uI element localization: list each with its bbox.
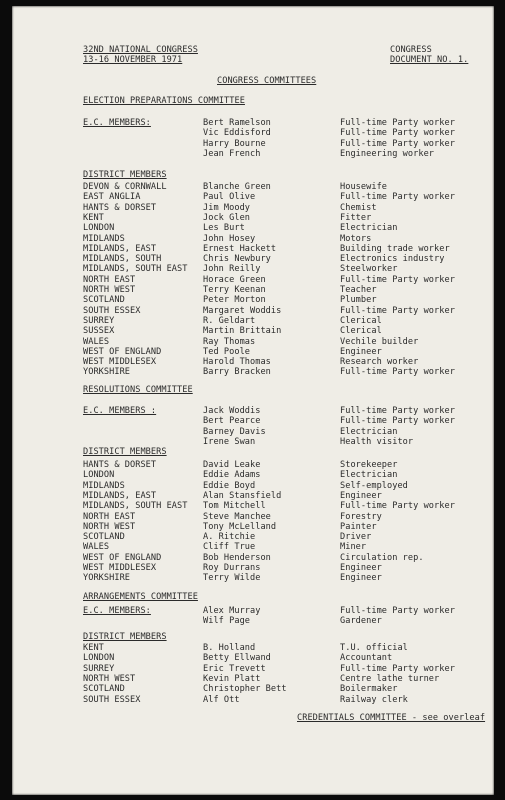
member-name: Horace Green [203,274,266,285]
district-name: SURREY [83,663,115,674]
district-name: MIDLANDS [83,233,125,244]
district-name: WALES [83,542,110,553]
member-name: Eddie Adams [203,470,261,481]
member-occupation: Full-time Party worker [340,406,455,416]
member-occupation: Centre lathe turner [340,673,440,684]
member-occupation: Boilermaker [340,684,398,695]
member-name: Alf Ott [203,694,240,705]
member-name: Eddie Boyd [203,480,256,491]
member-occupation: Full-time Party worker [340,416,455,427]
congress-line-2: 13-16 NOVEMBER 1971 [83,55,183,65]
footer-note: CREDENTIALS COMMITTEE - see overleaf [297,713,486,723]
member-occupation: Clerical [340,326,382,337]
district-name: EAST ANGLIA [83,192,141,203]
member-name: Paul Olive [203,192,256,203]
member-occupation: Storekeeper [340,460,398,470]
member-name: Jock Glen [203,212,251,223]
member-name: Irene Swan [203,436,256,447]
member-occupation: Circulation rep. [340,552,424,563]
member-name: Harry Bourne [203,138,266,149]
member-occupation: T.U. official [340,643,408,653]
member-name: Bert Ramelson [203,118,271,128]
member-name: John Reilly [203,264,261,275]
district-name: SCOTLAND [83,684,125,695]
member-occupation: Engineer [340,563,382,573]
district-name: NORTH EAST [83,274,136,285]
member-name: Margaret Woddis [203,305,282,316]
member-name: Martin Brittain [203,326,282,337]
member-name: Christopher Bett [203,684,287,695]
member-occupation: Full-time Party worker [340,138,455,149]
member-name: Harold Thomas [203,357,271,368]
member-name: Barney Davis [203,426,266,437]
member-occupation: Engineer [340,490,382,501]
district-name: DEVON & CORNWALL [83,182,167,192]
member-occupation: Accountant [340,653,393,664]
member-occupation: Chemist [340,202,377,213]
member-occupation: Plumber [340,295,377,306]
member-name: Tony McLelland [203,521,277,532]
member-occupation: Fitter [340,212,372,223]
congress-line-1: 32ND NATIONAL CONGRESS [83,45,198,55]
member-occupation: Electrician [340,426,398,437]
ec-members-label: E.C. MEMBERS: [83,606,151,616]
member-occupation: Self-employed [340,480,408,491]
district-name: SCOTLAND [83,532,125,543]
district-name: MIDLANDS, SOUTH EAST [83,264,188,275]
district-name: WALES [83,336,110,347]
member-occupation: Teacher [340,285,377,295]
member-occupation: Full-time Party worker [340,663,455,674]
district-name: SUSSEX [83,326,115,337]
member-occupation: Electrician [340,223,398,234]
member-name: David Leake [203,460,261,470]
district-members-label: DISTRICT MEMBERS [83,632,167,642]
member-name: R. Geldart [203,315,256,326]
member-occupation: Full-time Party worker [340,274,455,285]
member-name: Ernest Hackett [203,243,277,254]
member-occupation: Painter [340,521,377,532]
member-occupation: Electrician [340,470,398,481]
member-occupation: Building trade worker [340,243,450,254]
member-name: Bob Henderson [203,552,271,563]
member-name: Cliff True [203,542,256,553]
committee-title: ELECTION PREPARATIONS COMMITTEE [83,96,245,106]
district-name: MIDLANDS, SOUTH EAST [83,501,188,512]
district-name: MIDLANDS, SOUTH [83,254,162,265]
member-name: Tom Mitchell [203,501,266,512]
district-name: YORKSHIRE [83,367,131,378]
member-occupation: Full-time Party worker [340,118,455,128]
district-name: NORTH WEST [83,285,136,295]
district-name: HANTS & DORSET [83,460,157,470]
member-name: Blanche Green [203,182,271,192]
district-name: SOUTH ESSEX [83,694,141,705]
member-occupation: Clerical [340,315,382,326]
member-name: Terry Wilde [203,573,261,584]
member-name: Jim Moody [203,202,251,213]
document-line-2: DOCUMENT NO. 1. [390,55,469,65]
member-occupation: Engineer [340,573,382,584]
member-occupation: Engineer [340,346,382,357]
member-name: Roy Durrans [203,563,261,573]
district-name: LONDON [83,653,115,664]
district-name: HANTS & DORSET [83,202,157,213]
member-occupation: Forestry [340,511,382,522]
member-name: John Hosey [203,233,256,244]
member-name: Ted Poole [203,346,251,357]
member-name: Eric Trevett [203,663,266,674]
member-occupation: Research worker [340,357,419,368]
district-name: WEST OF ENGLAND [83,346,162,357]
member-occupation: Full-time Party worker [340,606,455,616]
page-title: CONGRESS COMMITTEES [217,76,317,86]
member-name: Vic Eddisford [203,128,271,139]
member-name: B. Holland [203,643,256,653]
district-name: WEST OF ENGLAND [83,552,162,563]
member-name: Jack Woddis [203,406,261,416]
member-occupation: Motors [340,233,372,244]
member-occupation: Health visitor [340,436,414,447]
district-name: NORTH WEST [83,521,136,532]
district-name: KENT [83,212,104,223]
district-name: KENT [83,643,104,653]
member-occupation: Electronics industry [340,254,445,265]
member-name: Jean French [203,148,261,159]
district-name: SURREY [83,315,115,326]
member-name: Chris Newbury [203,254,271,265]
member-name: Alex Murray [203,606,261,616]
member-name: Betty Ellwand [203,653,271,664]
member-occupation: Driver [340,532,372,543]
district-name: MIDLANDS, EAST [83,243,157,254]
district-members-label: DISTRICT MEMBERS [83,447,167,457]
district-name: LONDON [83,223,115,234]
member-occupation: Full-time Party worker [340,367,455,378]
member-name: A. Ritchie [203,532,256,543]
member-occupation: Full-time Party worker [340,501,455,512]
member-name: Terry Keenan [203,285,266,295]
member-occupation: Housewife [340,182,388,192]
district-name: SOUTH ESSEX [83,305,141,316]
member-name: Alan Stansfield [203,490,282,501]
member-occupation: Steelworker [340,264,398,275]
district-members-label: DISTRICT MEMBERS [83,170,167,180]
district-name: NORTH WEST [83,673,136,684]
member-occupation: Engineering worker [340,148,435,159]
member-occupation: Gardener [340,616,382,627]
committee-title: ARRANGEMENTS COMMITTEE [83,592,198,602]
member-name: Barry Bracken [203,367,271,378]
member-name: Kevin Platt [203,673,261,684]
district-name: MIDLANDS [83,480,125,491]
district-name: WEST MIDDLESEX [83,563,157,573]
member-name: Les Burt [203,223,245,234]
ec-members-label: E.C. MEMBERS: [83,118,151,128]
member-name: Wilf Page [203,616,251,627]
member-name: Bert Pearce [203,416,261,427]
member-occupation: Full-time Party worker [340,128,455,139]
member-occupation: Railway clerk [340,694,408,705]
document-line-1: CONGRESS [390,45,432,55]
district-name: YORKSHIRE [83,573,131,584]
district-name: SCOTLAND [83,295,125,306]
member-name: Peter Morton [203,295,266,306]
committee-title: RESOLUTIONS COMMITTEE [83,385,193,395]
member-occupation: Full-time Party worker [340,192,455,203]
member-occupation: Full-time Party worker [340,305,455,316]
member-occupation: Miner [340,542,367,553]
member-name: Steve Manchee [203,511,271,522]
district-name: WEST MIDDLESEX [83,357,157,368]
member-name: Ray Thomas [203,336,256,347]
member-occupation: Vechile builder [340,336,419,347]
district-name: NORTH EAST [83,511,136,522]
district-name: MIDLANDS, EAST [83,490,157,501]
district-name: LONDON [83,470,115,481]
ec-members-label: E.C. MEMBERS : [83,406,157,416]
